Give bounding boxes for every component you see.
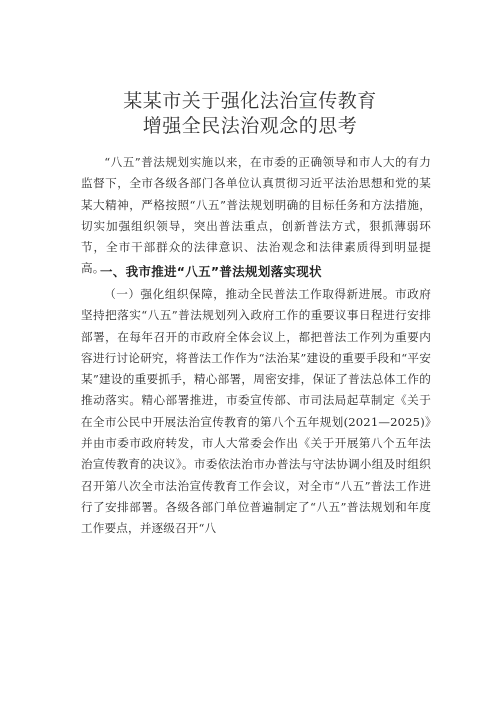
intro-paragraph: “八五”普法规划实施以来，在市委的正确领导和市人大的有力监督下，全市各级各部门各单位认真贯彻习近平法治思想和党的某某大精神，严格按照“八五”普法规划明确的目标任务和方法措施，切实加强组织领导，突出普法重点，创新普法方式，狠抓薄弱环节，全市干部群众的法律意识、法治观念和法律素质得到明显提高。 [81,155,431,276]
document-title-line-2: 增强全民法治观念的思考 [142,115,358,137]
document-title-line-1: 某某市关于强化法治宣传教育 [123,90,377,112]
section-heading: 一、我市推进“八五”普法规划落实现状 [100,264,322,279]
body-paragraph: （一）强化组织保障，推动全民普法工作取得新进展。市政府坚持把落实“八五”普法规划列入政府工作的重要议事日程进行安排部署，在每年召开的市政府全体会议上，都把普法工作列为重要内容进行讨论研究，将普法工作作为“法治某”建设的重要手段和“平安某”建设的重要抓手，精心部署，周密安排，保证了普法总体工作的推动落实。精心部署推进，市委宣传部、市司法局起草制定《关于在全市公民中开展法治宣传教育的第八个五年规划(2021—2025)》并由市委市政府转发，市人大常委会作出《关于开展第八个五年法治宣传教育的决议》。市委依法治市办普法与守法协调小组及时组织召开第八次全市法治宣传教育工作会议，对全市“八五”普法工作进行了安排部署。各级各部门单位普遍制定了“八五”普法规划和年度工作要点，并逐级召开“八 [81,287,431,536]
